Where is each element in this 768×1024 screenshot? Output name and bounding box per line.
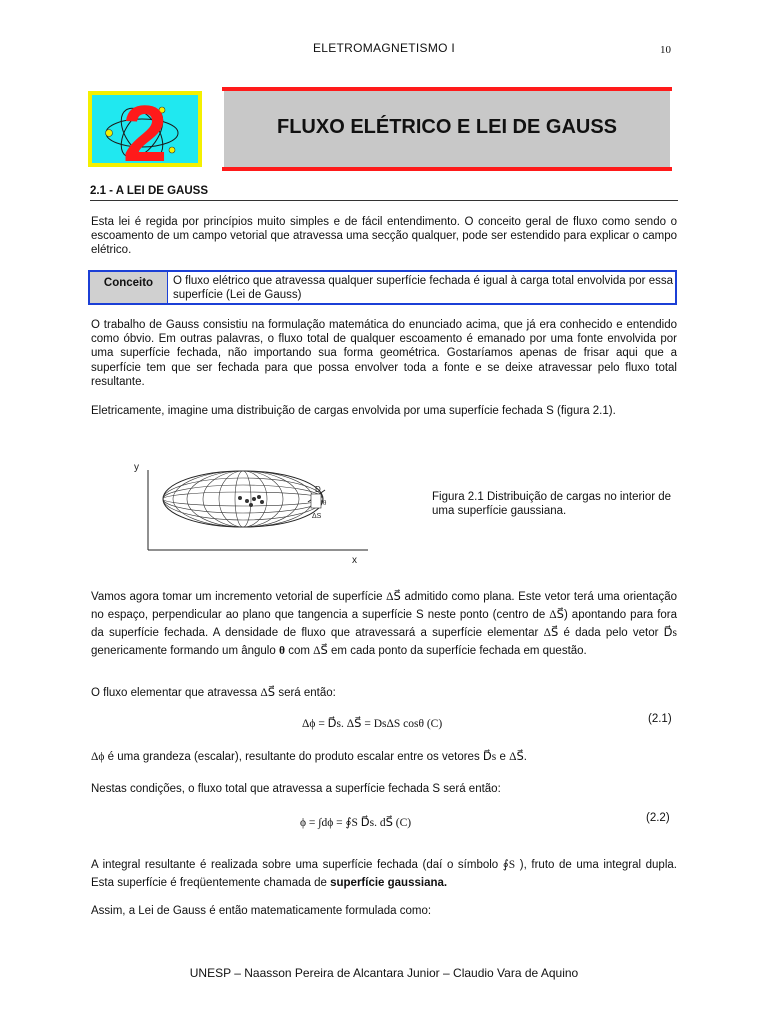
equation-2-2: ϕ = ∫dϕ = ∮S D⃗s. dS⃗ (C)	[300, 817, 412, 829]
paragraph-elementary-flux	[91, 686, 677, 700]
vector-dS-symbol: ΔS⃗	[260, 687, 276, 699]
vector-dS-symbol: ΔS⃗	[386, 591, 401, 603]
paragraph-vector-increment	[91, 588, 677, 660]
concept-text: O fluxo elétrico que atravessa qualquer superfície fechada é igual à carga total envolvida por essa superfície (Lei de Gauss)	[173, 275, 673, 301]
text-run: ), fruto de uma integral dupla. Esta superfície é freqüentemente chamada de	[91, 859, 677, 889]
figure-caption: Figura 2.1 Distribuição de cargas no interior de uma superfície gaussiana.	[432, 491, 672, 517]
vector-dS-symbol: ΔS⃗	[543, 627, 559, 639]
equation-2-1: Δϕ = D⃗s. ΔS⃗ = DsΔS cosθ (C)	[302, 718, 443, 730]
figure-ds-label: D	[315, 485, 321, 494]
gaussian-surface-figure	[118, 450, 378, 570]
equation-number-2-1: (2.1)	[648, 713, 672, 725]
text-run: em cada ponto da superfície fechada em questão.	[331, 645, 587, 657]
equation-number-2-2: (2.2)	[646, 812, 670, 824]
text-run: O fluxo elementar que atravessa	[91, 687, 258, 699]
text-run: A integral resultante é realizada sobre uma superfície fechada (daí o símbolo	[91, 859, 499, 871]
vector-dS-symbol: ΔS⃗	[313, 645, 328, 657]
section-rule	[90, 200, 678, 201]
axis-x-label: x	[352, 555, 357, 566]
figure-dS-label: ΔS	[312, 513, 322, 520]
chapter-number: 2	[122, 91, 168, 167]
vector-Ds-symbol: D⃗s	[663, 627, 677, 639]
text-run: ) apontando para fora da superfície fechada. A densidade de fluxo que atravessará a superfície elementar	[91, 609, 678, 639]
running-header-title: ELETROMAGNETISMO I	[312, 41, 456, 55]
text-run: com	[288, 645, 310, 657]
vector-dS-symbol: ΔS⃗	[549, 609, 564, 621]
concept-box	[88, 270, 677, 305]
text-run: será então:	[278, 687, 336, 699]
figure-theta-label: θ	[323, 499, 327, 507]
text-run: é uma grandeza (escalar), resultante do produto escalar entre os vetores	[107, 751, 480, 763]
paragraph-total-flux: Nestas condições, o fluxo total que atravessa a superfície fechada S será então:	[91, 783, 501, 795]
paragraph-gauss-law-intro: Assim, a Lei de Gauss é então matematicamente formulada como:	[91, 905, 432, 917]
text-run: genericamente formando um ângulo	[91, 645, 276, 657]
page-footer: UNESP – Naasson Pereira de Alcantara Junior – Claudio Vara de Aquino	[189, 966, 579, 980]
paragraph-gauss-work: O trabalho de Gauss consistiu na formulação matemática do enunciado acima, que já era conhecido e entendido como óbvio. Em outras palavras, o fluxo total de qualquer escoamento é emanado por uma fonte envolvida por uma superfície fechada, não importando sua forma geométrica. Gostaríamos apenas de frisar aqui que a superfície tem que ser fechada para que possa envolver toda a fonte e se deixe atravessar pelo fluxo total resultante.	[91, 319, 677, 388]
chapter-number-box	[88, 91, 202, 167]
text-run: e	[499, 751, 506, 763]
text-run: admitido como plana. Este vetor terá uma orientação no espaço, perpendicular ao plano que tangencia a superfície S neste ponto (centro de	[91, 591, 678, 621]
paragraph-intro: Esta lei é regida por princípios muito simples e de fácil entendimento. O conceito geral de fluxo como sendo o escoamento de um campo vetorial que atravessa uma secção qualquer, pode ser estendido para explicar o campo elétrico.	[91, 216, 677, 257]
gaussian-surface-term: superfície gaussiana.	[330, 877, 448, 889]
vector-Ds-symbol: D⃗s	[482, 751, 497, 763]
delta-phi-symbol: Δϕ	[91, 751, 105, 763]
paragraph-charge-distribution: Eletricamente, imagine uma distribuição de cargas envolvida por uma superfície fechada S (figura 2.1).	[91, 405, 616, 417]
section-heading: 2.1 - A LEI DE GAUSS	[90, 185, 209, 197]
closed-integral-symbol: ∮S	[502, 859, 516, 871]
paragraph-scalar: Δϕ é uma grandeza (escalar), resultante do produto escalar entre os vetores D⃗s e ΔS⃗.	[91, 751, 527, 763]
vector-dS-symbol: ΔS⃗	[509, 751, 524, 763]
axis-y-label: y	[134, 462, 139, 473]
paragraph-closed-integral	[91, 856, 677, 892]
title-bottom-rule	[222, 167, 672, 171]
concept-label: Conceito	[90, 272, 168, 303]
theta-symbol: θ	[278, 645, 285, 657]
text-run: é dada pelo vetor	[563, 627, 659, 639]
page-number: 10	[660, 44, 671, 56]
chapter-title: FLUXO ELÉTRICO E LEI DE GAUSS	[276, 116, 618, 138]
text-run: Vamos agora tomar um incremento vetorial de superfície	[91, 591, 383, 603]
